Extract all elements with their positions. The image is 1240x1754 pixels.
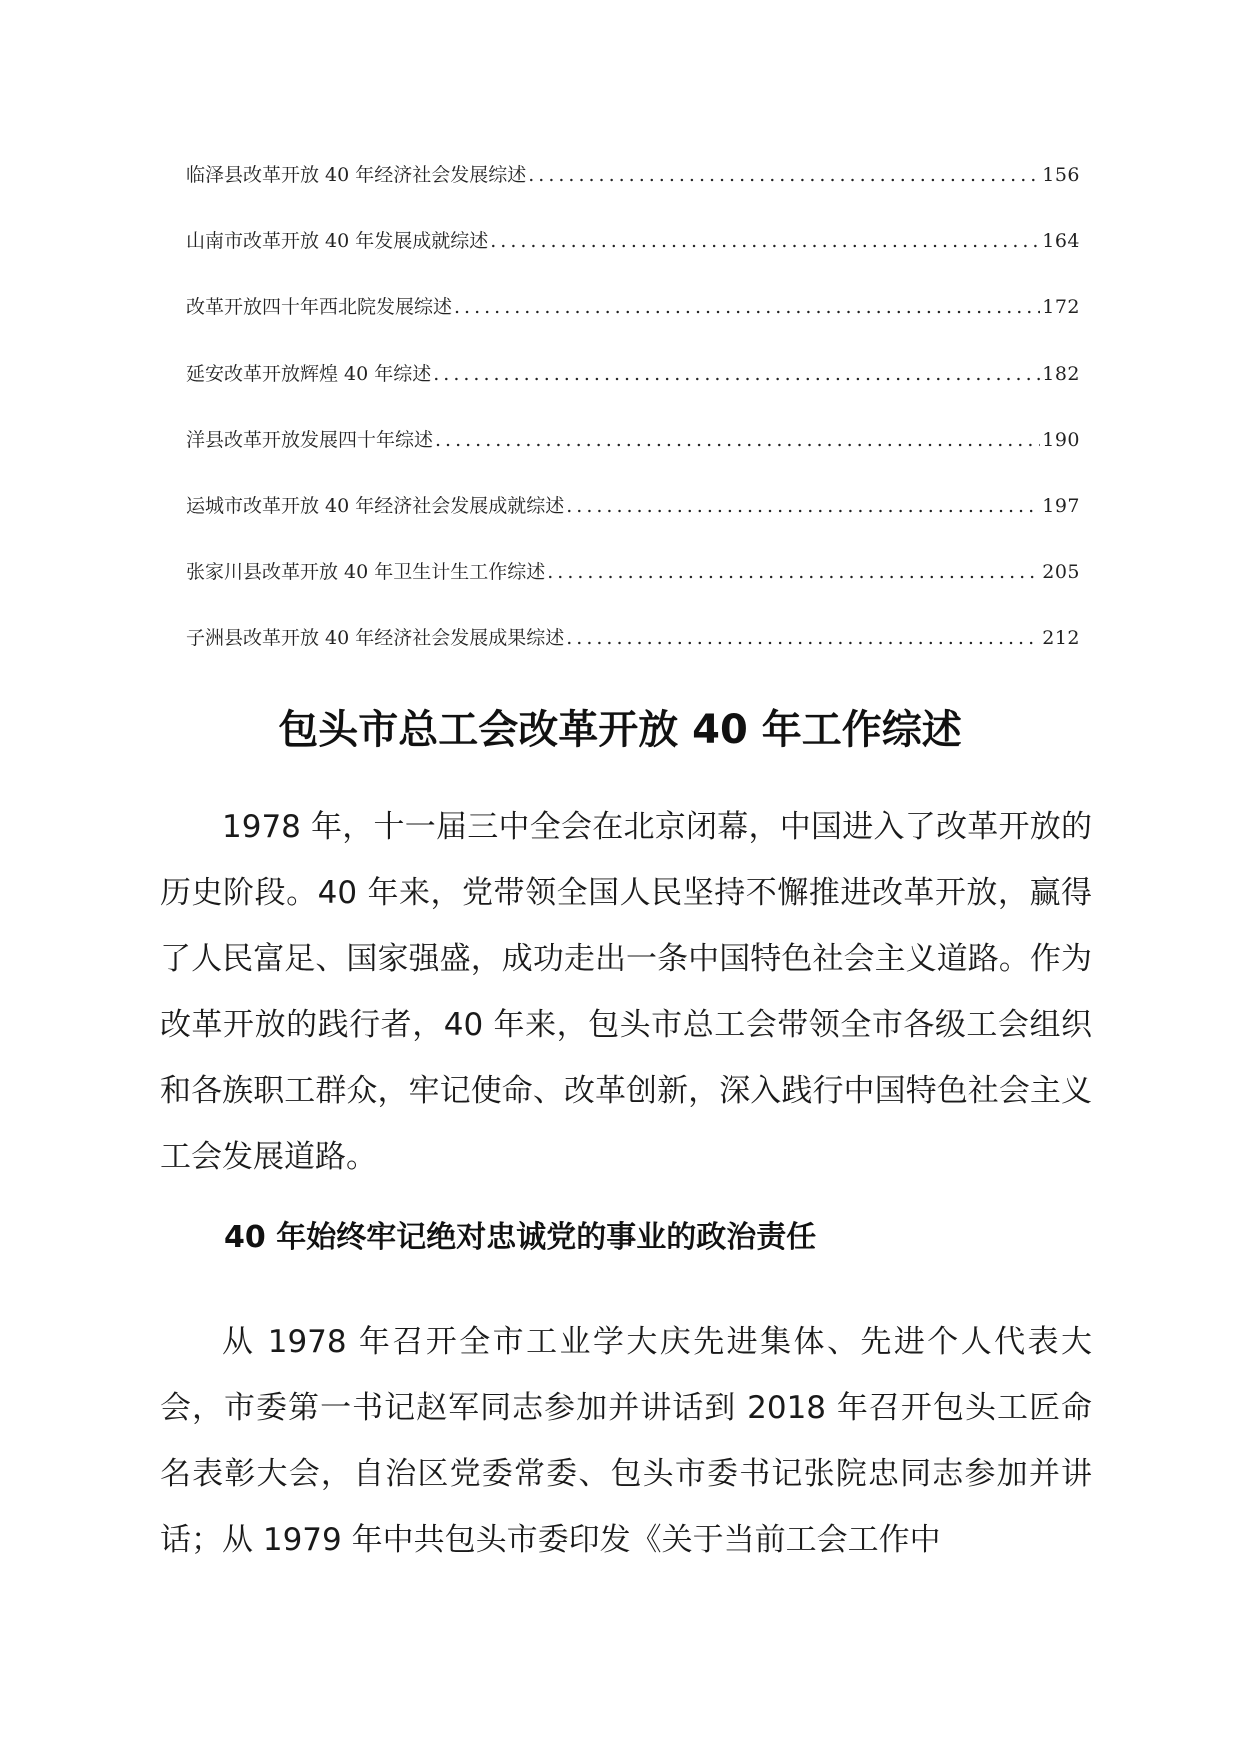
toc-entry-title: 改革开放四十年西北院发展综述 (186, 296, 453, 319)
toc-entry[interactable] (186, 557, 1080, 623)
toc-leader-dots (528, 164, 1040, 186)
toc-entry-title: 张家川县改革开放 40 年卫生计生工作综述 (186, 561, 546, 584)
toc-entry[interactable] (186, 359, 1080, 425)
toc-entry-page: 172 (1042, 296, 1080, 319)
article-paragraph: 从 1978 年召开全市工业学大庆先进集体、先进个人代表大会，市委第一书记赵军同志参加并讲话到 2018 年召开包头工匠命名表彰大会，自治区党委常委、包头市委书记张院忠同志参加并讲话；从 1979 年中共包头市委印发《关于当前工会工作中 (160, 1324, 1092, 1558)
toc-entry-page: 197 (1042, 494, 1080, 517)
table-of-contents (186, 160, 1080, 690)
toc-entry-page: 182 (1042, 362, 1080, 385)
toc-entry-title: 临泽县改革开放 40 年经济社会发展综述 (186, 164, 527, 186)
toc-entry-page: 205 (1042, 561, 1080, 584)
toc-entry-title: 运城市改革开放 40 年经济社会发展成就综述 (186, 494, 565, 517)
toc-leader-dots (566, 495, 1040, 517)
toc-entry[interactable] (186, 160, 1080, 226)
toc-entry[interactable] (186, 491, 1080, 557)
toc-leader-dots (490, 230, 1040, 252)
toc-leader-dots (435, 429, 1040, 451)
article-paragraph: 1978 年，十一届三中全会在北京闭幕，中国进入了改革开放的历史阶段。40 年来，党带领全国人民坚持不懈推进改革开放，赢得了人民富足、国家强盛，成功走出一条中国特色社会主义道路。作为改革开放的践行者，40 年来，包头市总工会带领全市各级工会组织和各族职工群众，牢记使命、改革创新，深入践行中国特色社会主义工会发展道路。 (160, 809, 1092, 1175)
toc-entry-page: 212 (1042, 627, 1080, 650)
toc-entry[interactable] (186, 425, 1080, 491)
toc-entry-title: 子洲县改革开放 40 年经济社会发展成果综述 (186, 627, 565, 650)
toc-leader-dots (566, 627, 1040, 649)
toc-entry-title: 山南市改革开放 40 年发展成就综述 (186, 230, 489, 253)
toc-entry[interactable] (186, 623, 1080, 689)
toc-entry[interactable] (186, 292, 1080, 358)
toc-leader-dots (454, 296, 1040, 318)
article-title: 包头市总工会改革开放 40 年工作综述 (278, 707, 962, 753)
toc-entry-title: 延安改革开放辉煌 40 年综述 (186, 362, 432, 385)
toc-leader-dots (547, 561, 1040, 583)
toc-entry[interactable] (186, 226, 1080, 292)
toc-entry-page: 164 (1042, 230, 1080, 253)
toc-entry-page: 190 (1042, 428, 1080, 451)
toc-leader-dots (433, 363, 1040, 385)
toc-entry-title: 洋县改革开放发展四十年综述 (186, 428, 434, 451)
toc-entry-page: 156 (1042, 164, 1080, 186)
section-heading: 40 年始终牢记绝对忠诚党的事业的政治责任 (224, 1220, 817, 1255)
